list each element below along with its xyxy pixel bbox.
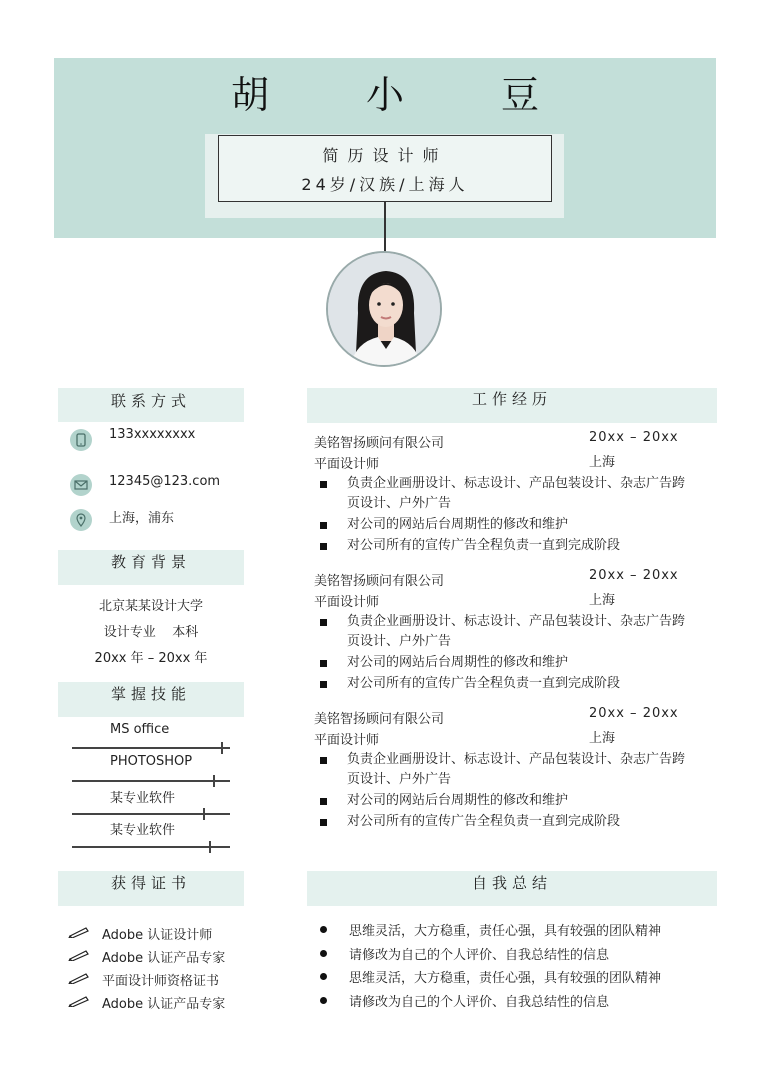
cert-item xyxy=(68,970,219,989)
job-duty: 对公司所有的宣传广告全程负责一直到完成阶段 xyxy=(318,536,688,556)
candidate-name xyxy=(54,64,716,124)
profile-photo xyxy=(326,251,442,367)
job-duty: 对公司所有的宣传广告全程负责一直到完成阶段 xyxy=(318,812,688,832)
name-char-1: 胡 xyxy=(230,73,269,117)
connector-line xyxy=(384,202,386,252)
contact-email xyxy=(70,474,220,496)
job-title: 平面设计师 xyxy=(314,595,380,610)
location-pin-icon xyxy=(70,509,92,531)
location-text: 上海，浦东 xyxy=(109,510,175,526)
cert-item xyxy=(68,924,212,943)
job-duty: 对公司所有的宣传广告全程负责一直到完成阶段 xyxy=(318,674,688,694)
job-company: 美铭智扬顾问有限公司 xyxy=(314,712,445,727)
job-duty: 负责企业画册设计、标志设计、产品包装设计、杂志广告跨页设计、户外广告 xyxy=(318,750,688,790)
job-date: 20xx – 20xx xyxy=(589,430,679,445)
job-role: 简历设计师 xyxy=(322,145,448,165)
contact-phone xyxy=(70,426,196,451)
name-char-2: 小 xyxy=(365,73,404,117)
phone-icon xyxy=(70,429,92,451)
education-period: 20xx 年 – 20xx 年 xyxy=(94,651,208,666)
phone-number: 133xxxxxxxx xyxy=(109,426,196,442)
education-school: 北京某某设计大学 xyxy=(98,599,203,614)
job-duty: 对公司的网站后台周期性的修改和维护 xyxy=(318,791,688,811)
cert-name: Adobe 认证产品专家 xyxy=(102,997,226,1012)
skill-bar xyxy=(72,813,230,815)
section-contact-heading: 联系方式 xyxy=(58,388,244,422)
pen-icon xyxy=(68,995,90,1011)
summary-item: 思维灵活，大方稳重，责任心强，具有较强的团队精神 xyxy=(320,920,661,939)
job-location: 上海 xyxy=(589,731,616,746)
skill-level-marker xyxy=(221,742,223,754)
subtitle-box xyxy=(218,135,552,202)
section-education-heading: 教育背景 xyxy=(58,550,244,585)
education-major: 设计专业 本科 xyxy=(103,625,199,640)
job-title: 平面设计师 xyxy=(314,733,380,748)
personal-meta: 24岁/汉族/上海人 xyxy=(301,174,469,194)
job-location: 上海 xyxy=(589,593,616,608)
job-company: 美铭智扬顾问有限公司 xyxy=(314,436,445,451)
skill-level-marker xyxy=(203,808,205,820)
job-duty: 对公司的网站后台周期性的修改和维护 xyxy=(318,653,688,673)
job-location: 上海 xyxy=(589,455,616,470)
job-date: 20xx – 20xx xyxy=(589,706,679,721)
skill-name: 某专业软件 xyxy=(110,791,176,806)
summary-item: 请修改为自己的个人评价、自我总结性的信息 xyxy=(320,991,609,1010)
job-duty: 对公司的网站后台周期性的修改和维护 xyxy=(318,515,688,535)
skill-name: PHOTOSHOP xyxy=(110,754,193,769)
skill-bar xyxy=(72,846,230,848)
skill-level-marker xyxy=(213,775,215,787)
pen-icon xyxy=(68,949,90,965)
job-duty: 负责企业画册设计、标志设计、产品包装设计、杂志广告跨页设计、户外广告 xyxy=(318,612,688,652)
skill-name: MS office xyxy=(110,722,170,737)
cert-item xyxy=(68,993,225,1012)
pen-icon xyxy=(68,926,90,942)
skill-bar xyxy=(72,747,230,749)
section-work-heading: 工作经历 xyxy=(307,388,717,423)
cert-item xyxy=(68,947,225,966)
job-title: 平面设计师 xyxy=(314,457,380,472)
cert-name: Adobe 认证设计师 xyxy=(102,928,213,943)
skill-level-marker xyxy=(209,841,211,853)
job-date: 20xx – 20xx xyxy=(589,568,679,583)
section-skills-heading: 掌握技能 xyxy=(58,682,244,717)
contact-location xyxy=(70,509,174,531)
mail-icon xyxy=(70,474,92,496)
email-address: 12345@123.com xyxy=(109,473,221,489)
cert-name: Adobe 认证产品专家 xyxy=(102,951,226,966)
skill-name: 某专业软件 xyxy=(110,823,176,838)
cert-name: 平面设计师资格证书 xyxy=(102,974,220,989)
section-certs-heading: 获得证书 xyxy=(58,871,244,906)
job-duty: 负责企业画册设计、标志设计、产品包装设计、杂志广告跨页设计、户外广告 xyxy=(318,474,688,514)
summary-item: 思维灵活，大方稳重，责任心强，具有较强的团队精神 xyxy=(320,967,661,986)
summary-item: 请修改为自己的个人评价、自我总结性的信息 xyxy=(320,944,609,963)
pen-icon xyxy=(68,972,90,988)
skill-bar xyxy=(72,780,230,782)
name-char-3: 豆 xyxy=(500,73,539,117)
job-company: 美铭智扬顾问有限公司 xyxy=(314,574,445,589)
section-summary-heading: 自我总结 xyxy=(307,871,717,906)
